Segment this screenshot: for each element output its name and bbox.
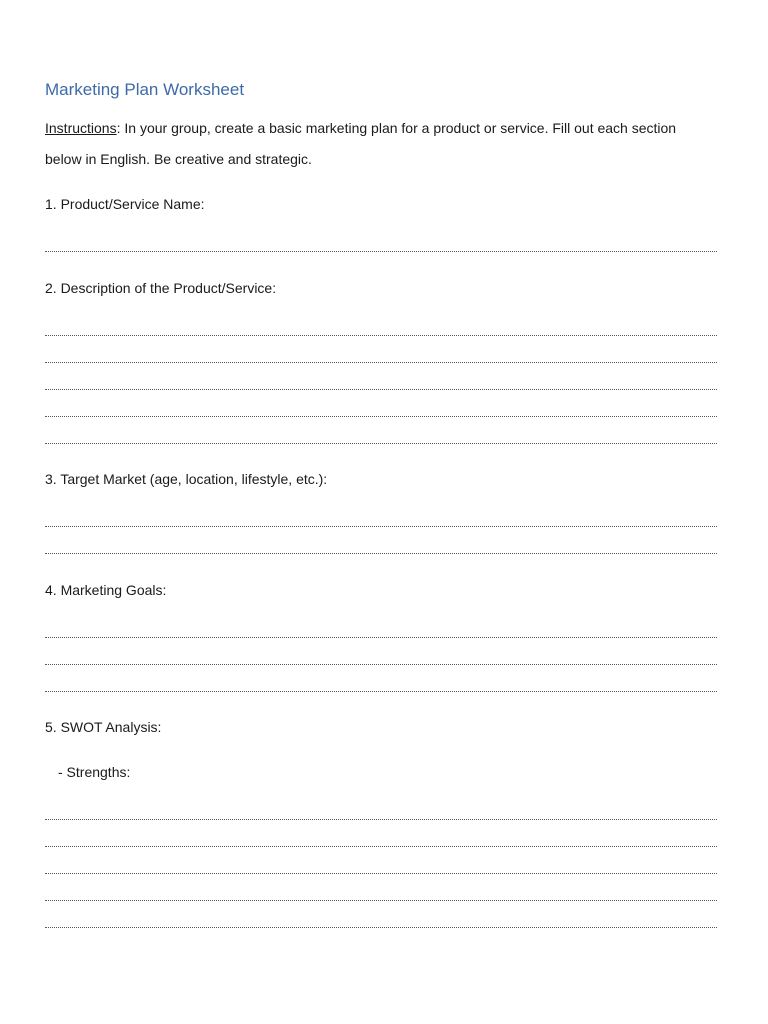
section-2-label: 2. Description of the Product/Service: (45, 280, 277, 296)
answer-line[interactable] (45, 691, 717, 692)
answer-line[interactable] (45, 873, 717, 874)
answer-line[interactable] (45, 553, 717, 554)
answer-line[interactable] (45, 819, 717, 820)
instructions-line-2: below in English. Be creative and strategic. (45, 151, 312, 167)
worksheet-title: Marketing Plan Worksheet (45, 80, 245, 99)
answer-line[interactable] (45, 443, 717, 444)
answer-line[interactable] (45, 251, 717, 252)
answer-line[interactable] (45, 664, 717, 665)
answer-line[interactable] (45, 637, 717, 638)
section-1-label: 1. Product/Service Name: (45, 196, 205, 212)
section-3-label: 3. Target Market (age, location, lifestyle, etc.): (45, 471, 328, 487)
answer-line[interactable] (45, 927, 717, 928)
answer-line[interactable] (45, 389, 717, 390)
answer-line[interactable] (45, 335, 717, 336)
answer-line[interactable] (45, 416, 717, 417)
answer-line[interactable] (45, 526, 717, 527)
instructions-text-1: : In your group, create a basic marketing plan for a product or service. Fill out each section (116, 120, 677, 136)
answer-line[interactable] (45, 900, 717, 901)
instructions-label: Instructions (45, 120, 117, 136)
instructions-line-1 (45, 119, 676, 137)
strengths-label: - Strengths: (58, 764, 131, 780)
section-5-label: 5. SWOT Analysis: (45, 719, 162, 735)
answer-line[interactable] (45, 846, 717, 847)
answer-line[interactable] (45, 362, 717, 363)
section-4-label: 4. Marketing Goals: (45, 582, 167, 598)
